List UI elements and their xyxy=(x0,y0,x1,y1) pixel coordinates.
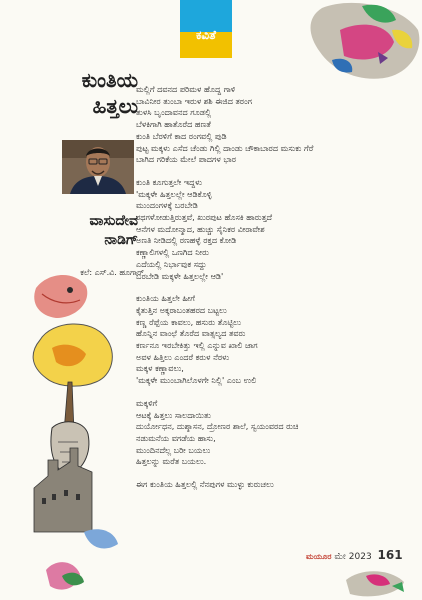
top-right-artwork xyxy=(292,0,422,82)
poem-line: ಕುಂತಿ ಕೂಗುತ್ತಲೇ ಇದ್ದಳು xyxy=(136,176,203,187)
poem-line: ಆಟಕ್ಕೆ ಹಿತ್ತಲು ಸಾಲದಾಯಿತು xyxy=(136,409,211,420)
poem-line: ಮುಂದಂಗಳಕ್ಕೆ ಬರಬೇಡಿ xyxy=(136,200,198,211)
poem-line: ಹಿತ್ತಲನ್ನು ಮರೆತ ಬಯಲು. xyxy=(136,456,207,467)
poem-line: ಕರ್ಣನೂ ಇರಬೇಕಿತ್ತು ಇಲ್ಲಿ ಎನ್ನುವ ಖಾಲಿ ಜಾಗ xyxy=(136,340,258,351)
page-footer xyxy=(306,548,403,562)
poem-line: ಬೆಳಕಿಗಾಗಿ ಹಾತೊರೆದ ಹಣತೆ xyxy=(136,119,211,130)
author-name-line1: ವಾಸುದೇವ xyxy=(89,213,138,229)
art-credit: ಕಲೆ: ಎಸ್.ವಿ. ಹೂಗಾರ್ xyxy=(80,268,144,277)
left-artwork xyxy=(22,258,122,600)
poem-title-line2: ಹಿತ್ತಲು xyxy=(92,94,138,118)
poem-line: ಬಾಗಿದ ಗರಿಕೆಯ ಮೇಲೆ ಪಾದಗಳ ಭಾರ xyxy=(136,154,236,165)
author-name-line2: ನಾಡಿಗ್ xyxy=(104,232,138,248)
poem-line: ಪುಟ್ಟ ಮಕ್ಕಳು ಎಸೆದ ಚೆಂಡು ಗಿಲ್ಲಿ ದಾಂಡು ಚೌಕಾಬಾರದ ಮಸುಕು ಗೆರೆ xyxy=(136,142,314,153)
poem-line: ಅವಳ ಹಿತ್ತಿಲು ಎಂದರೆ ಕರುಳ ನೆರಳು xyxy=(136,351,230,362)
poem-line: ಬರಬೇಡಿ ಮಕ್ಕಳೇ ಹಿತ್ತಲಲ್ಲೇ ಆಡಿ' xyxy=(136,270,224,281)
poem-stanza xyxy=(136,84,398,166)
poem-line: ನಡುಮನೆಯ ವಗಡೆಯ ಹಾಸು, xyxy=(136,432,216,443)
poem-line: 'ಮಕ್ಕಳೇ ಹಿತ್ತಲಲ್ಲೇ ಆಡಿಕೊಳ್ಳಿ xyxy=(136,188,212,199)
poem-line: ಕಣ್ಣ ರೆಪ್ಪೆಯ ಕಾವಲು, ಹಸುರು ತೊಟ್ಟಿಲು xyxy=(136,316,242,327)
author-photo xyxy=(62,140,134,194)
issue-date: ಮೇ 2023 xyxy=(334,552,372,562)
poem-body xyxy=(136,84,398,502)
poem-line: 'ಮಕ್ಕಳೇ ಮುಂಬಾಗಿಲೊಳಗೇ ನಿಲ್ಲಿ' ಎಂಬ ಉಲಿ xyxy=(136,375,257,386)
poem-line: ಕುಂತಿ ಬೆರಳಿಗೆ ಕಾದ ರಂಗವಲ್ಲಿ ಪುಡಿ xyxy=(136,130,227,141)
poem-line: ಕೈತುತ್ತಿನ ಅಕ್ಕರಾಬಂತಹರದ ಬಟ್ಟಲು xyxy=(136,304,227,315)
page-number: 161 xyxy=(377,548,403,562)
poem-line: ಎದೆಯಲ್ಲಿ ನಿರ್ಭಾವುಕ ಸದ್ದು xyxy=(136,258,207,269)
poem-line: ಮಕ್ಕಳಿಗೆ xyxy=(136,397,158,408)
poem-line: ಅಣತಿ ನೀಡಿದಲ್ಲಿ ರಣಹಳ್ಳೆ ರಕ್ತದ ಕೋಡಿ xyxy=(136,235,237,246)
poem-stanza xyxy=(136,293,398,387)
poem-line: ಮಲ್ಲಿಗೆ ದವನದ ಪರಿಮಳ ಹೊದ್ದ ಗಾಳಿ xyxy=(136,84,236,94)
poem-title-line1: ಕುಂತಿಯ xyxy=(81,68,138,92)
bottom-right-artwork xyxy=(330,566,422,600)
poem-line: ಈಗ ಕುಂತಿಯ ಹಿತ್ತಲಲ್ಲಿ ನೆನಪುಗಳ ಮುಳ್ಳು ಕುರುಚಲು xyxy=(136,479,274,490)
poem-line: ಆನೆಗಳ ಮದೋನ್ಮಾದ, ಹುಚ್ಚು ಸೈನಿಕರ ವೀರಾವೇಶ xyxy=(136,223,265,234)
section-label: ಕವಿತೆ xyxy=(196,28,216,42)
poem-line: ಮಕ್ಕಳ ಕಣ್ಣಾವಲು, xyxy=(136,363,184,374)
poem-stanza xyxy=(136,398,398,468)
poem-line: ಬಾವಿನೀರ ತುಂಬಾ ಇರುಳ ಶಶಿ ಈಜಿದ ತರಂಗ xyxy=(136,95,253,106)
poem-stanza xyxy=(136,479,398,491)
poem-line: ಕುಂತಿಯ ಹಿತ್ತಲೇ ಹೀಗೆ xyxy=(136,293,195,304)
poem-line: ಮುಂದಿನದೆಲ್ಲ ಬರೀ ಬಯಲು xyxy=(136,444,211,455)
magazine-brand: ಮಯೂರ xyxy=(306,552,332,561)
poem-line: ಕಣ್ಣಾಲಿಗಳಲ್ಲಿ ಒಣಗಿದ ನೀರು xyxy=(136,247,209,258)
poem-stanza xyxy=(136,177,398,282)
poem-line: ದುರ್ಯೋಧನ, ದುಶ್ಶಾಸನ, ದ್ರೋಣರ ಶಾಲೆ, ಸ್ವಯಂವರದ ರುಚಿ xyxy=(136,421,299,432)
poem-line: ಹೊನ್ನಿನ ವಾಂಛೆ ತೊರೆದ ವಾತ್ಸಲ್ಯದ ತವರು xyxy=(136,328,246,339)
poem-line: ತುಳಸಿ ಬೃಂದಾವನದ ಗೂಡಲ್ಲಿ xyxy=(136,107,212,118)
poem-line: ರಥಗಳೋಡುತ್ತಿರುತ್ತವೆ, ಖುರಪುಟ ಹೊಸಕಿ ಹಾರುತ್ತದೆ xyxy=(136,212,273,223)
